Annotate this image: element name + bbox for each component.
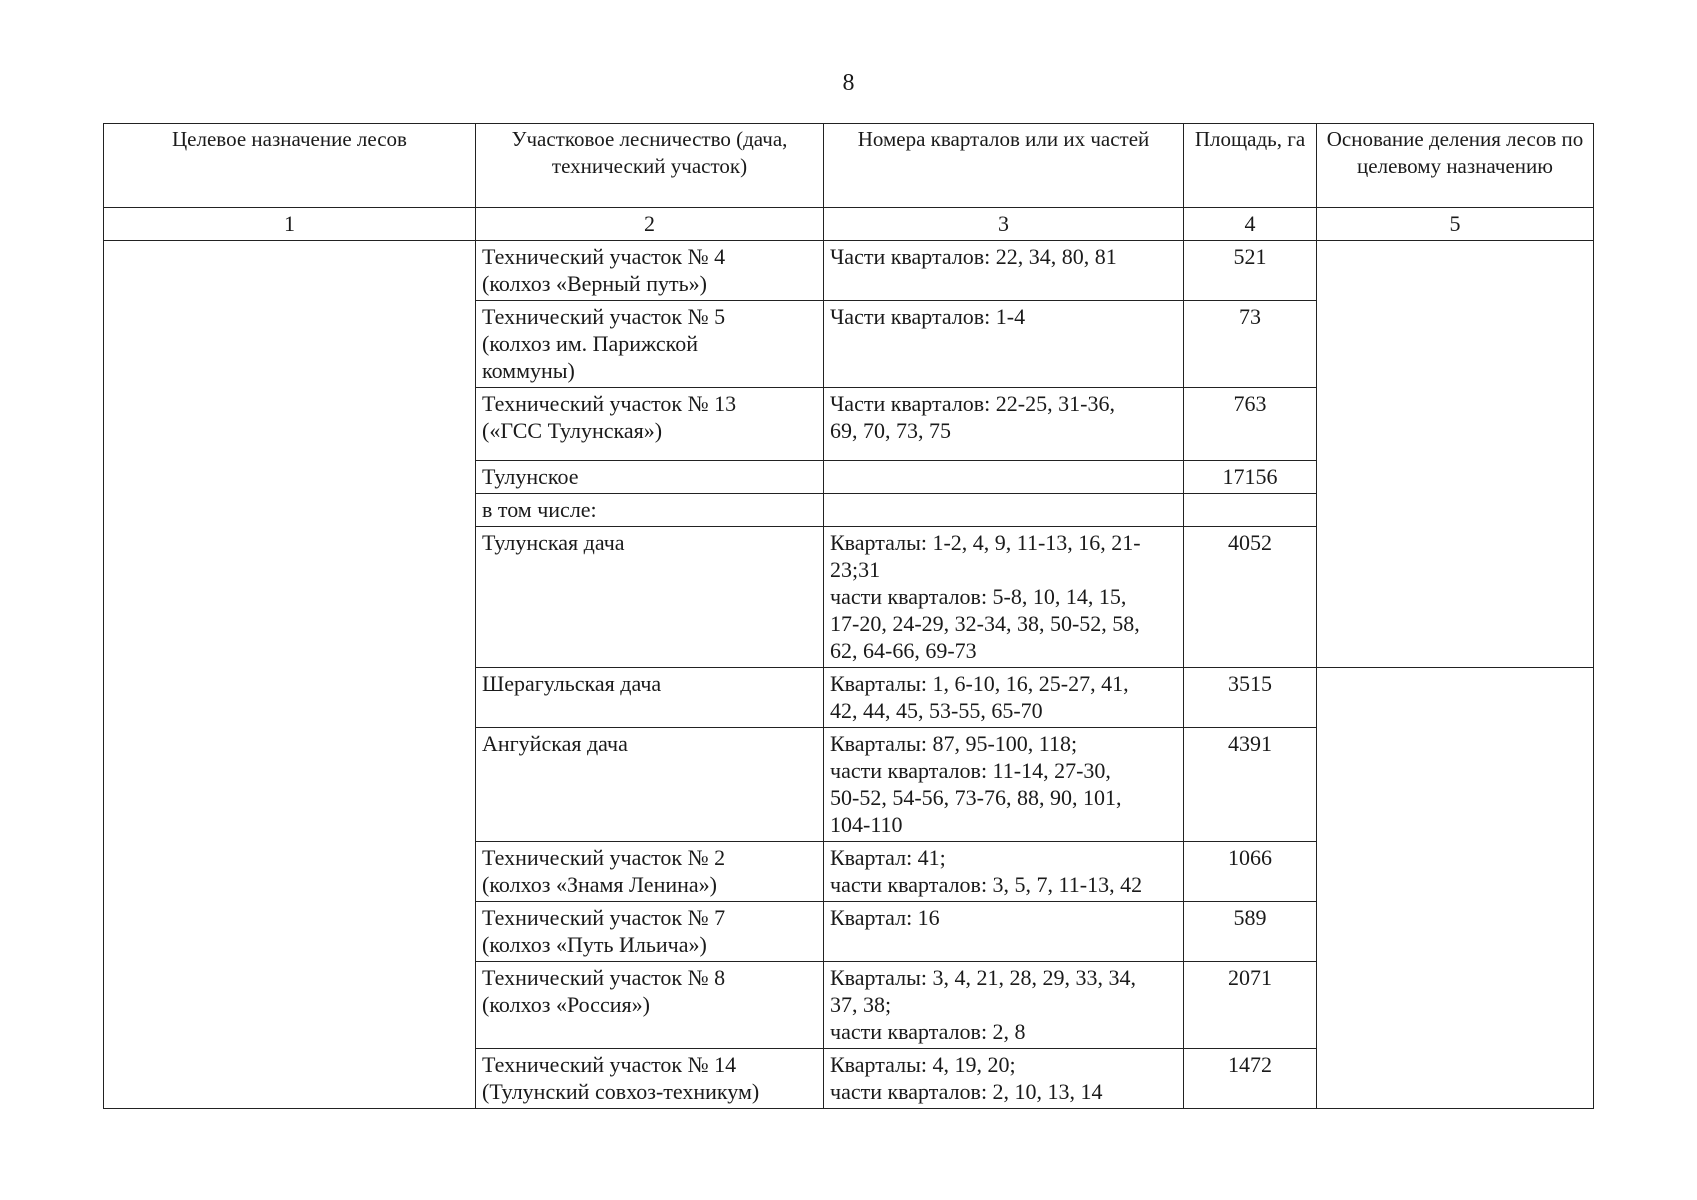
table-body	[104, 241, 1594, 1109]
quarters-cell	[824, 668, 1184, 728]
area-cell: 763	[1184, 388, 1317, 461]
forestry-cell	[476, 842, 824, 902]
table-header-row	[104, 124, 1594, 208]
quarters-text: Части кварталов: 22-25, 31-36,	[830, 391, 1115, 416]
quarters-text: части кварталов: 2, 10, 13, 14	[830, 1079, 1103, 1104]
forestry-text: («ГСС Тулунская»)	[482, 418, 663, 443]
forestry-text: (колхоз «Верный путь»)	[482, 271, 707, 296]
column-number-row	[104, 208, 1594, 241]
quarters-text: части кварталов: 3, 5, 7, 11-13, 42	[830, 872, 1143, 897]
forestry-text: Шерагульская дача	[482, 671, 662, 696]
forestry-cell	[476, 301, 824, 388]
quarters-cell	[824, 527, 1184, 668]
quarters-cell	[824, 962, 1184, 1049]
quarters-cell	[824, 728, 1184, 842]
column-number: 1	[104, 208, 476, 241]
area-cell: 17156	[1184, 461, 1317, 494]
area-cell: 1472	[1184, 1049, 1317, 1109]
quarters-text: Кварталы: 1, 6-10, 16, 25-27, 41,	[830, 671, 1129, 696]
column-number: 5	[1317, 208, 1594, 241]
quarters-text: 17-20, 24-29, 32-34, 38, 50-52, 58,	[830, 611, 1140, 636]
forestry-cell	[476, 461, 824, 494]
forestry-cell	[476, 962, 824, 1049]
forestry-cell	[476, 494, 824, 527]
header-quarters: Номера кварталов или их частей	[824, 124, 1184, 208]
quarters-text: Квартал: 16	[830, 905, 940, 930]
quarters-cell	[824, 494, 1184, 527]
quarters-text: Кварталы: 87, 95-100, 118;	[830, 731, 1078, 756]
forestry-text: Тулунская дача	[482, 530, 625, 555]
forest-division-table	[103, 123, 1594, 1109]
forestry-text: Технический участок № 8	[482, 965, 726, 990]
column-number: 3	[824, 208, 1184, 241]
quarters-text: 42, 44, 45, 53-55, 65-70	[830, 698, 1043, 723]
table-row	[104, 241, 1594, 301]
quarters-text: 104-110	[830, 812, 903, 837]
area-cell: 2071	[1184, 962, 1317, 1049]
page-number: 8	[842, 70, 855, 96]
quarters-text: 62, 64-66, 69-73	[830, 638, 977, 663]
quarters-cell	[824, 388, 1184, 461]
forestry-cell	[476, 527, 824, 668]
header-purpose: Целевое назначение лесов	[104, 124, 476, 208]
forestry-text: Технический участок № 2	[482, 845, 726, 870]
forestry-text: Технический участок № 5	[482, 304, 726, 329]
forestry-cell	[476, 902, 824, 962]
quarters-text: части кварталов: 5-8, 10, 14, 15,	[830, 584, 1127, 609]
forestry-text: (колхоз «Знамя Ленина»)	[482, 872, 717, 897]
quarters-cell	[824, 902, 1184, 962]
area-cell: 589	[1184, 902, 1317, 962]
forestry-text: Технический участок № 13	[482, 391, 737, 416]
forestry-text: (колхоз им. Парижской	[482, 331, 698, 356]
forestry-text: Тулунское	[482, 464, 579, 489]
forestry-text: Технический участок № 14	[482, 1052, 737, 1077]
header-area: Площадь, га	[1184, 124, 1317, 208]
header-forestry: Участковое лесничество (дача, технический участок)	[476, 124, 824, 208]
area-cell: 3515	[1184, 668, 1317, 728]
quarters-text: Части кварталов: 22, 34, 80, 81	[830, 244, 1117, 269]
forestry-text: (колхоз «Путь Ильича»)	[482, 932, 707, 957]
quarters-cell	[824, 461, 1184, 494]
quarters-text: 69, 70, 73, 75	[830, 418, 951, 443]
column-number: 2	[476, 208, 824, 241]
forestry-text: коммуны)	[482, 358, 575, 383]
area-cell	[1184, 494, 1317, 527]
area-cell: 4052	[1184, 527, 1317, 668]
forestry-text: (Тулунский совхоз-техникум)	[482, 1079, 760, 1104]
quarters-text: Кварталы: 1-2, 4, 9, 11-13, 16, 21-	[830, 530, 1141, 555]
forestry-text: Ангуйская дача	[482, 731, 628, 756]
area-cell: 521	[1184, 241, 1317, 301]
area-cell: 73	[1184, 301, 1317, 388]
forestry-text: Технический участок № 7	[482, 905, 726, 930]
quarters-text: Кварталы: 3, 4, 21, 28, 29, 33, 34,	[830, 965, 1136, 990]
quarters-text: 37, 38;	[830, 992, 892, 1017]
quarters-cell	[824, 241, 1184, 301]
basis-cell	[1317, 668, 1594, 1109]
quarters-cell	[824, 842, 1184, 902]
forestry-cell	[476, 668, 824, 728]
quarters-text: части кварталов: 2, 8	[830, 1019, 1026, 1044]
forestry-text: (колхоз «Россия»)	[482, 992, 650, 1017]
quarters-text: 23;31	[830, 557, 881, 582]
quarters-text: Кварталы: 4, 19, 20;	[830, 1052, 1016, 1077]
quarters-text: 50-52, 54-56, 73-76, 88, 90, 101,	[830, 785, 1122, 810]
forestry-text: в том числе:	[482, 497, 597, 522]
forestry-text: Технический участок № 4	[482, 244, 726, 269]
area-cell: 1066	[1184, 842, 1317, 902]
forestry-cell	[476, 728, 824, 842]
header-basis: Основание деления лесов по целевому назначению	[1317, 124, 1594, 208]
area-cell: 4391	[1184, 728, 1317, 842]
forestry-cell	[476, 241, 824, 301]
forestry-cell	[476, 1049, 824, 1109]
quarters-text: части кварталов: 11-14, 27-30,	[830, 758, 1111, 783]
forestry-cell	[476, 388, 824, 461]
quarters-text: Квартал: 41;	[830, 845, 946, 870]
quarters-cell	[824, 1049, 1184, 1109]
quarters-cell	[824, 301, 1184, 388]
purpose-cell	[104, 241, 476, 1109]
column-number: 4	[1184, 208, 1317, 241]
basis-cell	[1317, 241, 1594, 668]
quarters-text: Части кварталов: 1-4	[830, 304, 1026, 329]
